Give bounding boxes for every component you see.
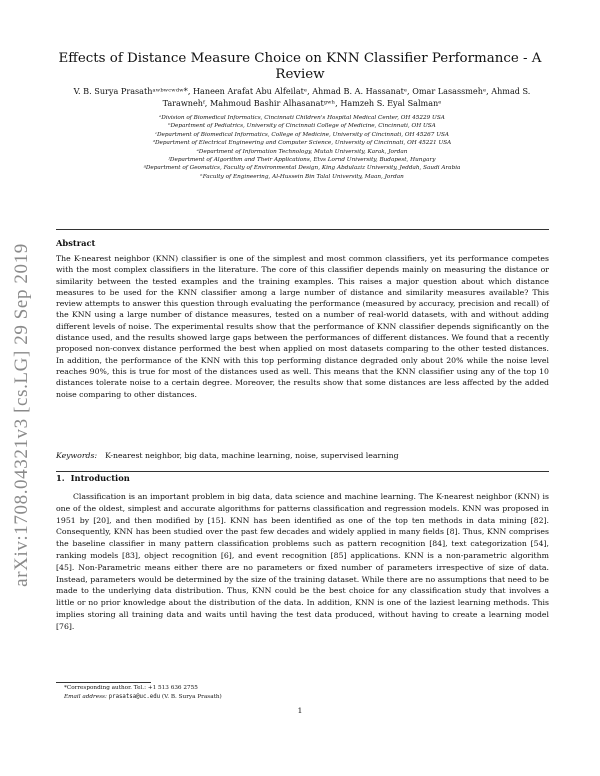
- affiliation-item: ʰFaculty of Engineering, Al-Hussein Bin Talal University, Maan, Jordan: [200, 173, 404, 180]
- abstract-bottom-rule: [56, 471, 549, 472]
- keywords-label: Keywords:: [56, 451, 98, 460]
- section-title: Introduction: [70, 473, 130, 483]
- keywords-text: K-nearest neighbor, big data, machine learning, noise, supervised learning: [105, 451, 399, 460]
- arxiv-identifier-stamp: [4, 190, 40, 640]
- affiliation-item: ᶠDepartment of Algorithm and Their Applications, Etvs Lornd University, Budapest, Hungary: [168, 157, 436, 164]
- affiliation-item: ᵃDivision of Biomedical Informatics, Cincinnati Children's Hospital Medical Center, OH 45229 USA: [159, 115, 445, 121]
- footnote-rule: [56, 682, 151, 683]
- affiliation-item: ᵇDepartment of Pediatrics, University of Cincinnati College of Medicine, Cincinnati, OH USA: [168, 123, 436, 130]
- section-heading-introduction: [56, 473, 130, 483]
- abstract-body: The K-nearest neighbor (KNN) classifier is one of the simplest and most common classifiers, yet its performance competes with the most complex classifiers in the literature. The core of this classifier depends mainly on measuring the distance or similarity between the tested examples and the training examples. This raises a major question about which distance measures to be used for the KNN classifier among a large number of distance and similarity measures available? This review attempts to answer this question through evaluating the performance (measured by accuracy, precision and recall) of the KNN using a large number of distance measures, tested on a number of real-world datasets, with and without adding different levels of noise. The experimental results show that the performance of KNN classifier depends significantly on the distance used, and the results showed large gaps between the performances of different distances. We found that a recently proposed non-convex distance performed the best when applied on most datasets comparing to the other tested distances. In addition, the performance of the KNN with this top performing distance degraded only about 20% while the noise level reaches 90%, this is true for most of the distances used as well. This means that the KNN classifier using any of the top 10 distances tolerate noise to a certain degree. Moreover, the results show that some distances are less affected by the added noise comparing to other distances.: [56, 254, 549, 399]
- section-number: 1.: [56, 473, 65, 483]
- footnotes: [64, 684, 544, 703]
- affiliation-item: ᵈDepartment of Electrical Engineering and Computer Science, University of Cincinnati, OH 45221 USA: [152, 140, 452, 147]
- abstract-heading: Abstract: [56, 238, 96, 248]
- page-number: 1: [297, 706, 303, 715]
- author-list: [56, 86, 548, 109]
- keywords-line: [56, 451, 549, 460]
- author-line-2: Tarawnehᶠ, Mahmoud Bashir Alhasanatᵍʷʰ, Hamzeh S. Eyal Salmanᵉ: [162, 97, 442, 108]
- affiliation-item: ᶜDepartment of Biomedical Informatics, College of Medicine, University of Cincinnati, OH 45267 USA: [154, 131, 450, 138]
- author-line-1: V. B. Surya Prasathᵃʷᵇʷᶜʷᵈʷ*, Haneen Arafat Abu Alfeilatᵉ, Ahmad B. A. Hassanatᵉ, Omar Lasassmehᵉ, Ahmad S.: [73, 86, 531, 96]
- email-label: Email address:: [64, 694, 107, 701]
- introduction-paragraph: Classification is an important problem in big data, data science and machine learning. The K-nearest neighbor (KNN) is one of the oldest, simplest and accurate algorithms for patterns classification and regression models. KNN was proposed in 1951 by [20], and then modified by [15]. KNN has been identified as one of the top ten methods in data mining [82]. Consequently, KNN has been studied over the past few decades and widely applied in many fields [8]. Thus, KNN comprises the baseline classifier in many pattern classification problems such as pattern recognition [84], text categorization [54], ranking models [83], object recognition [6], and event recognition [85] applications. KNN is a non-parametric algorithm [45]. Non-Parametric means either there are no parameters or fixed number of parameters irrespective of size of data. Instead, parameters would be determined by the size of the training dataset. While there are no assumptions that need to be made to the underlying data distribution. Thus, KNN could be the best choice for any classification study that involves a little or no prior knowledge about the distribution of the data. In addition, KNN is one of the laziest learning methods. This implies storing all training data and waits until having the test data produced, without having to create a learning model [76].: [56, 492, 549, 631]
- email-address-link[interactable]: prasatsa@uc.edu: [108, 694, 161, 701]
- arxiv-id-text: arXiv:1708.04321v3 [cs.LG] 29 Sep 2019: [11, 243, 32, 587]
- affiliation-item: ᵍDepartment of Geomatics, Faculty of Environmental Design, King Abdulaziz University, Jeddah, Saudi Arabia: [143, 165, 461, 172]
- abstract-top-rule: [56, 229, 549, 230]
- email-owner: (V. B. Surya Prasath): [161, 694, 222, 701]
- paper-title: Effects of Distance Measure Choice on KNN Classifier Performance - A Review: [58, 51, 542, 82]
- affiliation-list: [52, 114, 552, 181]
- affiliation-item: ᵉDepartment of Information Technology, Mutah University, Karak, Jordan: [196, 148, 408, 155]
- footnote-corresponding-author: *Corresponding author. Tel.: +1 513 636 2755: [64, 685, 198, 691]
- footnote-email: [64, 693, 544, 702]
